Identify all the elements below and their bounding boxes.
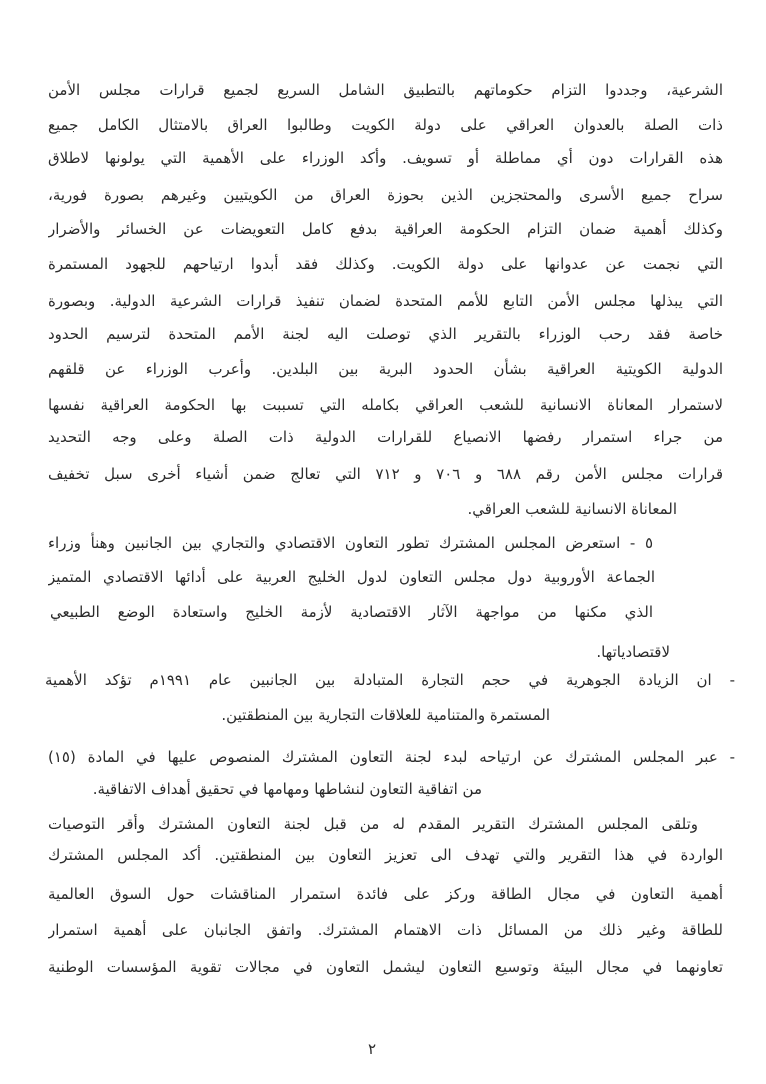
text-line: من جراء استمرار رفضها الانصياع للقرارات الدولية ذات الصلة وعلى وجه التحديد xyxy=(48,428,723,446)
dash-sub-item-line: - عبر المجلس المشترك عن ارتياحه لبدء لجنة التعاون المشترك المنصوص عليها في المادة (١٥) xyxy=(48,748,735,766)
text-line: قرارات مجلس الأمن رقم ٦٨٨ و ٧٠٦ و ٧١٢ التي تعالج ضمن أشياء أخرى سبل تخفيف xyxy=(48,465,723,483)
closing-paragraph-line: أهمية التعاون في مجال الطاقة وركز على فائدة استمرار المناقشات حول السوق العالمية xyxy=(48,885,723,903)
dash-sub-item-line: - ان الزيادة الجوهرية في حجم التجارة المتبادلة بين الجانبين عام ١٩٩١م تؤكد الأهمية xyxy=(45,671,735,689)
text-line: التي يبذلها مجلس الأمن التابع للأمم المتحدة لضمان تنفيذ قرارات الشرعية الدولية. وبصورة xyxy=(48,292,723,310)
text-line: التي نجمت عن عدوانها على دولة الكويت. وكذلك فقد أبدوا ارتياحهم للجهود المستمرة xyxy=(48,255,723,273)
list-item-5-line: الذي مكنها من مواجهة الآثار الاقتصادية لأزمة الخليج واستعادة الوضع الطبيعي xyxy=(50,603,653,621)
closing-paragraph-line: تعاونهما في مجال البيئة وتوسيع التعاون ليشمل التعاون في مجالات تقوية المؤسسات الوطنية xyxy=(48,958,723,976)
text-line: هذه القرارات دون أي مماطلة أو تسويف. وأكد الوزراء على الأهمية التي يولونها لاطلاق xyxy=(48,149,723,167)
text-line: خاصة فقد رحب الوزراء بالتقرير الذي توصلت اليه لجنة الأمم المتحدة لترسيم الحدود xyxy=(48,325,723,343)
text-line: المعاناة الانسانية للشعب العراقي. xyxy=(467,500,677,518)
text-line: لاستمرار المعاناة الانسانية للشعب العراقي بكامله التي تسببت بها الحكومة العراقية نفسها xyxy=(48,396,723,414)
text-line: ذات الصلة بالعدوان العراقي على دولة الكويت وطالبوا العراق بالامتثال الكامل جميع xyxy=(48,116,723,134)
closing-paragraph-line: للطاقة وغير ذلك من المسائل ذات الاهتمام المشترك. واتفق الجانبان على أهمية استمرار xyxy=(48,921,723,939)
list-item-5-line: الجماعة الأوروبية دول مجلس التعاون لدول الخليج العربية على أدائها الاقتصادي المتميز xyxy=(48,568,655,586)
closing-paragraph-line: وتلقى المجلس المشترك التقرير المقدم له من قبل لجنة التعاون المشترك وأقر التوصيات xyxy=(48,815,698,833)
text-line: سراح جميع الأسرى والمحتجزين الذين بحوزة العراق من الكويتيين وغيرهم بصورة فورية، xyxy=(48,186,723,204)
closing-paragraph-line: الواردة في هذا التقرير والتي تهدف الى تعزيز التعاون بين المنطقتين. أكد المجلس المشترك xyxy=(48,846,723,864)
list-item-5-line: ٥ - استعرض المجلس المشترك تطور التعاون الاقتصادي والتجاري بين الجانبين وهنأ وزراء xyxy=(48,534,653,552)
text-line: وكذلك أهمية ضمان التزام الحكومة العراقية بدفع كامل التعويضات عن الخسائر والأضرار xyxy=(48,220,723,238)
text-line: الدولية الكويتية العراقية بشأن الحدود البرية بين البلدين. وأعرب الوزراء عن قلقهم xyxy=(48,360,723,378)
page-number: ٢ xyxy=(367,1040,377,1058)
text-line: الشرعية، وجددوا التزام حكوماتهم بالتطبيق الشامل السريع لجميع قرارات مجلس الأمن xyxy=(48,81,723,99)
list-item-5-line: لاقتصادياتها. xyxy=(596,643,670,661)
dash-sub-item-line: من اتفاقية التعاون لنشاطها ومهامها في تحقيق أهداف الاتفاقية. xyxy=(92,780,482,798)
dash-sub-item-line: المستمرة والمتنامية للعلاقات التجارية بين المنطقتين. xyxy=(221,706,550,724)
